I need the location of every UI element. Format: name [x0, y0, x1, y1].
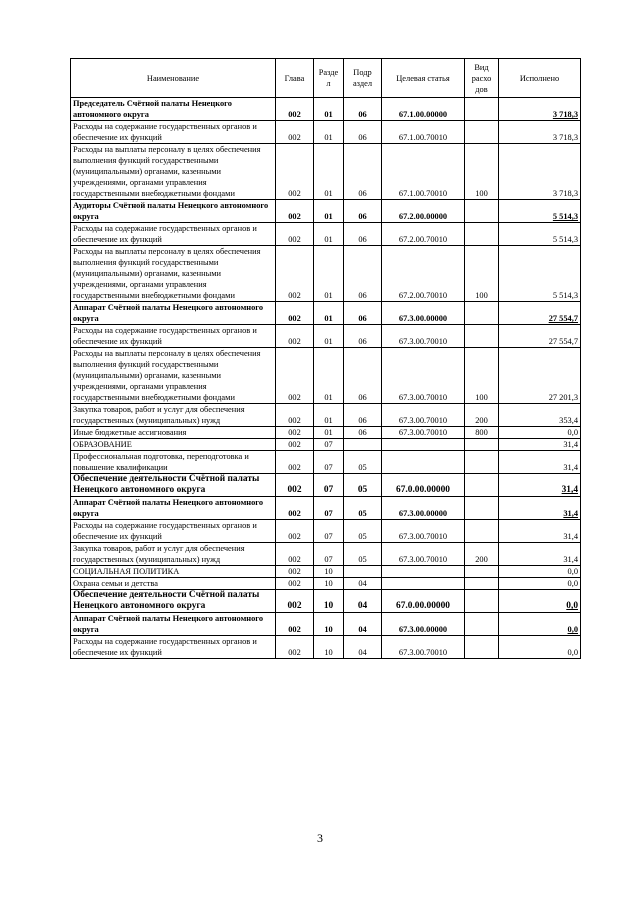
row-razdel: 01 [314, 121, 344, 144]
row-statya: 67.3.00.00000 [382, 302, 465, 325]
row-glava: 002 [276, 325, 314, 348]
row-vid: 800 [465, 427, 499, 439]
row-statya: 67.3.00.70010 [382, 427, 465, 439]
row-podrazdel: 04 [344, 636, 382, 659]
table-row [71, 98, 581, 121]
table-row [71, 348, 581, 404]
row-razdel: 01 [314, 427, 344, 439]
row-glava: 002 [276, 451, 314, 474]
row-vid [465, 439, 499, 451]
row-statya: 67.2.00.70010 [382, 223, 465, 246]
row-glava: 002 [276, 404, 314, 427]
row-vid [465, 590, 499, 613]
row-razdel: 10 [314, 636, 344, 659]
row-name: Расходы на содержание государственных органов и обеспечение их функций [71, 223, 276, 246]
row-statya: 67.2.00.00000 [382, 200, 465, 223]
row-vid [465, 520, 499, 543]
row-name: ОБРАЗОВАНИЕ [71, 439, 276, 451]
row-name: Иные бюджетные ассигнования [71, 427, 276, 439]
row-podrazdel: 06 [344, 348, 382, 404]
row-amount: 0,0 [499, 636, 581, 659]
row-statya [382, 439, 465, 451]
table-row [71, 566, 581, 578]
row-glava: 002 [276, 98, 314, 121]
row-amount: 0,0 [499, 590, 581, 613]
row-glava: 002 [276, 427, 314, 439]
row-podrazdel [344, 566, 382, 578]
row-statya: 67.3.00.70010 [382, 325, 465, 348]
row-podrazdel: 05 [344, 497, 382, 520]
row-razdel: 10 [314, 566, 344, 578]
row-glava: 002 [276, 246, 314, 302]
row-amount: 0,0 [499, 427, 581, 439]
row-vid: 100 [465, 144, 499, 200]
row-glava: 002 [276, 566, 314, 578]
row-vid [465, 223, 499, 246]
row-amount: 27 201,3 [499, 348, 581, 404]
row-vid: 200 [465, 404, 499, 427]
row-glava: 002 [276, 144, 314, 200]
row-name: Закупка товаров, работ и услуг для обеспечения государственных (муниципальных) нужд [71, 404, 276, 427]
row-glava: 002 [276, 520, 314, 543]
header-razdel: Разде л [314, 59, 344, 98]
row-amount: 31,4 [499, 474, 581, 497]
row-name: Расходы на выплаты персоналу в целях обеспечения выполнения функций государственными (муниципальными) органами, казенными учреждениями, органами управления государственными внебюджетными фондами [71, 348, 276, 404]
row-amount: 5 514,3 [499, 223, 581, 246]
row-statya: 67.3.00.70010 [382, 404, 465, 427]
row-name: Аппарат Счётной палаты Ненецкого автономного округа [71, 497, 276, 520]
row-amount: 0,0 [499, 578, 581, 590]
row-razdel: 01 [314, 223, 344, 246]
row-razdel: 01 [314, 144, 344, 200]
header-statya: Целевая статья [382, 59, 465, 98]
row-name: Аппарат Счётной палаты Ненецкого автономного округа [71, 302, 276, 325]
header-name: Наименование [71, 59, 276, 98]
row-amount: 3 718,3 [499, 98, 581, 121]
row-razdel: 01 [314, 404, 344, 427]
row-vid [465, 325, 499, 348]
row-statya: 67.3.00.70010 [382, 636, 465, 659]
row-podrazdel: 06 [344, 223, 382, 246]
row-razdel: 10 [314, 590, 344, 613]
header-podrazdel: Подр аздел [344, 59, 382, 98]
row-vid [465, 98, 499, 121]
row-vid [465, 497, 499, 520]
row-statya [382, 566, 465, 578]
row-amount: 31,4 [499, 520, 581, 543]
row-statya [382, 451, 465, 474]
row-amount: 5 514,3 [499, 200, 581, 223]
table-row [71, 200, 581, 223]
row-name: Расходы на содержание государственных органов и обеспечение их функций [71, 636, 276, 659]
row-name: Председатель Счётной палаты Ненецкого автономного округа [71, 98, 276, 121]
row-podrazdel: 06 [344, 200, 382, 223]
row-vid [465, 613, 499, 636]
row-razdel: 10 [314, 578, 344, 590]
row-amount: 0,0 [499, 566, 581, 578]
row-name: Закупка товаров, работ и услуг для обеспечения государственных (муниципальных) нужд [71, 543, 276, 566]
row-vid: 200 [465, 543, 499, 566]
row-vid [465, 578, 499, 590]
row-razdel: 10 [314, 613, 344, 636]
row-razdel: 01 [314, 246, 344, 302]
row-podrazdel: 06 [344, 325, 382, 348]
row-amount: 5 514,3 [499, 246, 581, 302]
row-podrazdel: 06 [344, 246, 382, 302]
row-podrazdel: 05 [344, 451, 382, 474]
row-vid [465, 451, 499, 474]
row-razdel: 01 [314, 348, 344, 404]
row-statya: 67.0.00.00000 [382, 590, 465, 613]
row-razdel: 01 [314, 200, 344, 223]
table-row [71, 246, 581, 302]
row-name: Расходы на выплаты персоналу в целях обеспечения выполнения функций государственными (муниципальными) органами, казенными учреждениями, органами управления государственными внебюджетными фондами [71, 144, 276, 200]
row-glava: 002 [276, 200, 314, 223]
row-statya: 67.1.00.70010 [382, 144, 465, 200]
table-row [71, 404, 581, 427]
row-razdel: 07 [314, 497, 344, 520]
table-row [71, 474, 581, 497]
row-name: Расходы на содержание государственных органов и обеспечение их функций [71, 520, 276, 543]
table-row [71, 590, 581, 613]
row-podrazdel [344, 439, 382, 451]
row-razdel: 01 [314, 98, 344, 121]
row-name: Аудиторы Счётной палаты Ненецкого автономного округа [71, 200, 276, 223]
row-statya: 67.1.00.70010 [382, 121, 465, 144]
table-body [71, 98, 581, 659]
row-vid [465, 121, 499, 144]
row-statya: 67.3.00.70010 [382, 520, 465, 543]
table-row [71, 451, 581, 474]
row-glava: 002 [276, 302, 314, 325]
row-razdel: 07 [314, 439, 344, 451]
row-razdel: 01 [314, 302, 344, 325]
row-name: Расходы на выплаты персоналу в целях обеспечения выполнения функций государственными (муниципальными) органами, казенными учреждениями, органами управления государственными внебюджетными фондами [71, 246, 276, 302]
row-statya: 67.3.00.00000 [382, 497, 465, 520]
page-number: 3 [317, 831, 323, 845]
row-vid [465, 474, 499, 497]
row-vid [465, 636, 499, 659]
row-podrazdel: 05 [344, 543, 382, 566]
table-row [71, 543, 581, 566]
row-statya: 67.3.00.70010 [382, 348, 465, 404]
table-row [71, 578, 581, 590]
row-glava: 002 [276, 636, 314, 659]
row-glava: 002 [276, 613, 314, 636]
header-glava: Глава [276, 59, 314, 98]
row-podrazdel: 04 [344, 590, 382, 613]
row-vid [465, 566, 499, 578]
row-name: Охрана семьи и детства [71, 578, 276, 590]
row-podrazdel: 05 [344, 520, 382, 543]
row-glava: 002 [276, 497, 314, 520]
table-row [71, 302, 581, 325]
row-razdel: 07 [314, 451, 344, 474]
row-name: Обеспечение деятельности Счётной палаты Ненецкого автономного округа [71, 590, 276, 613]
row-statya: 67.3.00.70010 [382, 543, 465, 566]
row-amount: 31,4 [499, 543, 581, 566]
row-statya: 67.2.00.70010 [382, 246, 465, 302]
row-amount: 31,4 [499, 497, 581, 520]
row-amount: 31,4 [499, 439, 581, 451]
row-glava: 002 [276, 590, 314, 613]
table-row [71, 121, 581, 144]
header-amount: Исполнено [499, 59, 581, 98]
table-row [71, 613, 581, 636]
row-amount: 353,4 [499, 404, 581, 427]
row-amount: 3 718,3 [499, 121, 581, 144]
row-statya [382, 578, 465, 590]
row-razdel: 01 [314, 325, 344, 348]
row-podrazdel: 06 [344, 98, 382, 121]
row-statya: 67.1.00.00000 [382, 98, 465, 121]
row-podrazdel: 04 [344, 578, 382, 590]
row-podrazdel: 06 [344, 144, 382, 200]
table-row [71, 325, 581, 348]
table-row [71, 439, 581, 451]
row-amount: 31,4 [499, 451, 581, 474]
row-vid [465, 200, 499, 223]
row-podrazdel: 06 [344, 121, 382, 144]
row-glava: 002 [276, 348, 314, 404]
row-razdel: 07 [314, 520, 344, 543]
row-glava: 002 [276, 223, 314, 246]
row-vid: 100 [465, 246, 499, 302]
table-header-row [71, 59, 581, 98]
row-name: Обеспечение деятельности Счётной палаты Ненецкого автономного округа [71, 474, 276, 497]
row-glava: 002 [276, 578, 314, 590]
table-row [71, 520, 581, 543]
row-name: СОЦИАЛЬНАЯ ПОЛИТИКА [71, 566, 276, 578]
row-glava: 002 [276, 543, 314, 566]
table-row [71, 144, 581, 200]
row-glava: 002 [276, 121, 314, 144]
table-row [71, 223, 581, 246]
table-row [71, 497, 581, 520]
row-statya: 67.3.00.00000 [382, 613, 465, 636]
row-podrazdel: 06 [344, 427, 382, 439]
row-razdel: 07 [314, 543, 344, 566]
row-name: Расходы на содержание государственных органов и обеспечение их функций [71, 121, 276, 144]
row-vid [465, 302, 499, 325]
row-amount: 0,0 [499, 613, 581, 636]
row-name: Аппарат Счётной палаты Ненецкого автономного округа [71, 613, 276, 636]
row-name: Расходы на содержание государственных органов и обеспечение их функций [71, 325, 276, 348]
row-statya: 67.0.00.00000 [382, 474, 465, 497]
row-razdel: 07 [314, 474, 344, 497]
row-podrazdel: 06 [344, 404, 382, 427]
header-vid: Вид расхо дов [465, 59, 499, 98]
row-amount: 27 554,7 [499, 302, 581, 325]
row-glava: 002 [276, 439, 314, 451]
row-glava: 002 [276, 474, 314, 497]
table-row [71, 636, 581, 659]
row-podrazdel: 06 [344, 302, 382, 325]
table-row [71, 427, 581, 439]
row-amount: 3 718,3 [499, 144, 581, 200]
budget-table [70, 58, 581, 659]
row-podrazdel: 04 [344, 613, 382, 636]
row-name: Профессиональная подготовка, переподготовка и повышение квалификации [71, 451, 276, 474]
row-vid: 100 [465, 348, 499, 404]
row-amount: 27 554,7 [499, 325, 581, 348]
row-podrazdel: 05 [344, 474, 382, 497]
